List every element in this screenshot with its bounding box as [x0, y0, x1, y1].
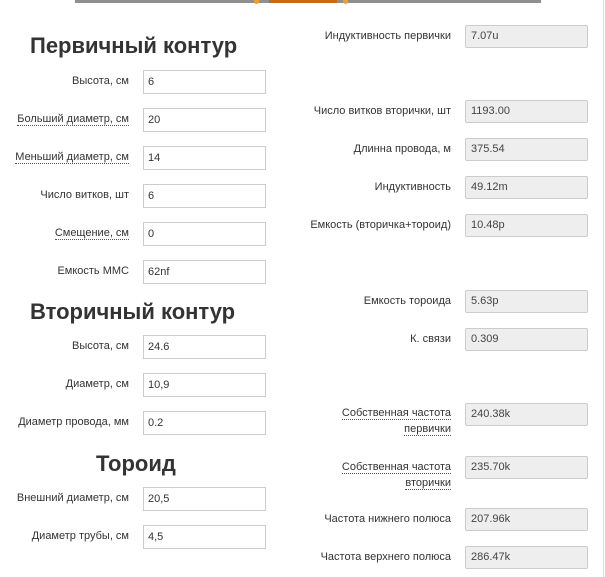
top-marker-left — [254, 0, 259, 4]
secondary-diameter-label: Диаметр, см — [65, 378, 129, 390]
primary-heading: Первичный контур — [30, 33, 238, 58]
primary-outer-diameter-label: Больший диаметр, см — [17, 113, 129, 125]
mmc-capacitance-input[interactable] — [143, 260, 266, 284]
mmc-capacitance-label: Емкость ММС — [57, 265, 129, 277]
toroid-outer-diameter-input[interactable] — [143, 487, 266, 511]
primary-turns-label: Число витков, шт — [40, 189, 129, 201]
wire-length-output: 375.54 — [465, 138, 588, 161]
primary-inner-diameter-input[interactable] — [143, 146, 266, 170]
lower-pole-frequency-label: Частота нижнего полюса — [324, 513, 451, 525]
upper-pole-frequency-label: Частота верхнего полюса — [320, 551, 451, 563]
right-border — [603, 0, 604, 577]
secondary-diameter-input[interactable] — [143, 373, 266, 397]
toroid-capacitance-label: Емкость тороида — [363, 295, 451, 307]
primary-offset-label: Смещение, см — [54, 227, 129, 239]
secondary-resonance-label: Собственная частота вторички — [341, 461, 451, 489]
secondary-heading: Вторичный контур — [30, 299, 236, 324]
wire-diameter-label: Диаметр провода, мм — [18, 416, 129, 428]
primary-turns-input[interactable] — [143, 184, 266, 208]
secondary-resonance-output: 235.70k — [465, 456, 588, 479]
wire-diameter-input[interactable] — [143, 411, 266, 435]
wire-length-label: Длинна провода, м — [353, 143, 451, 155]
primary-inductance-label: Индуктивность первички — [324, 30, 451, 42]
primary-height-input[interactable] — [143, 70, 266, 94]
upper-pole-frequency-output: 286.47k — [465, 546, 588, 569]
tube-diameter-label: Диаметр трубы, см — [31, 530, 129, 542]
lower-pole-frequency-output: 207.96k — [465, 508, 588, 531]
secondary-turns-label: Число витков вторички, шт — [313, 105, 451, 117]
primary-inductance-output: 7.07u — [465, 25, 588, 48]
secondary-inductance-output: 49.12m — [465, 176, 588, 199]
secondary-height-label: Высота, см — [72, 340, 129, 352]
tube-diameter-input[interactable] — [143, 525, 266, 549]
total-capacitance-output: 10.48p — [465, 214, 588, 237]
total-capacitance-label: Емкость (вторичка+тороид) — [310, 219, 451, 231]
primary-resonance-label: Собственная частота первички — [341, 407, 451, 435]
toroid-heading: Тороид — [96, 451, 176, 476]
top-progress-segment — [269, 0, 337, 3]
secondary-turns-output: 1193.00 — [465, 100, 588, 123]
top-marker-right — [343, 0, 348, 4]
toroid-outer-diameter-label: Внешний диаметр, см — [16, 492, 129, 504]
primary-outer-diameter-input[interactable] — [143, 108, 266, 132]
secondary-height-input[interactable] — [143, 335, 266, 359]
toroid-capacitance-output: 5.63p — [465, 290, 588, 313]
coupling-coefficient-label: К. связи — [410, 333, 451, 345]
primary-inner-diameter-label: Меньший диаметр, см — [15, 151, 129, 163]
top-progress-bar — [75, 0, 541, 3]
secondary-inductance-label: Индуктивность — [374, 181, 451, 193]
primary-height-label: Высота, см — [72, 75, 129, 87]
primary-resonance-output: 240.38k — [465, 403, 588, 426]
primary-offset-input[interactable] — [143, 222, 266, 246]
coupling-coefficient-output: 0.309 — [465, 328, 588, 351]
